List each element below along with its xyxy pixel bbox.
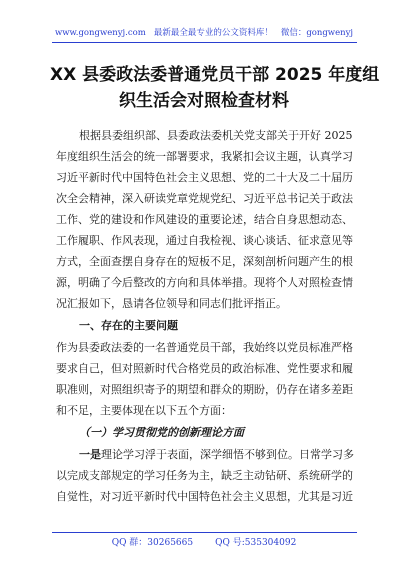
header-site-link[interactable]: www.gongwenyj.com — [54, 28, 146, 38]
para3-line — [79, 449, 354, 461]
header-slogan: 最新最全最专业的公文资料库！ — [153, 28, 273, 38]
page-header — [0, 28, 408, 38]
para3-line-text: 理论学习浮于表面，深学细悟不够到位。日常学习多 — [101, 448, 354, 461]
document-title — [50, 62, 380, 114]
subsection-heading-1: （一）学习贯彻党的创新理论方面 — [79, 426, 244, 439]
para3-line: 自觉性，对习近平新时代中国特色社会主义思想，尤其是习近 — [56, 490, 353, 503]
para1-line: 工作履职、作风表现，通过自我检视、谈心谈话、征求意见等 — [56, 234, 353, 247]
para1-line: 况汇报如下，恳请各位领导和同志们批评指正。 — [56, 297, 287, 310]
para2-line: 要求自己，但对照新时代合格党员的政治标准、党性要求和履 — [56, 362, 353, 375]
para3-lead: 一是 — [79, 448, 101, 461]
footer-qq-number: QQ 号:535304092 — [215, 538, 297, 548]
para2-line: 作为县委政法委的一名普通党员干部，我始终以党员标准严格 — [56, 341, 353, 354]
para1-line: 源，明确了今后整改的方向和具体举措。现将个人对照检查情 — [56, 276, 353, 289]
footer-divider — [52, 532, 357, 533]
para2-line: 和不足，主要体现在以下五个方面： — [56, 404, 232, 417]
para1-line: 习近平新时代中国特色社会主义思想、党的二十大及二十届历 — [56, 171, 353, 184]
header-wechat: 微信：gongwenyj — [280, 28, 354, 38]
title-line-2: 织生活会对照检查材料 — [119, 91, 289, 111]
para1-line: 根据县委组织部、县委政法委机关党支部关于开好 2025 — [79, 129, 353, 142]
para2-line: 职准则，对照组织寄予的期望和群众的期盼，仍存在诸多差距 — [56, 383, 353, 396]
para1-line: 年度组织生活会的统一部署要求，我紧扣会议主题，认真学习 — [56, 150, 353, 163]
section-heading-1: 一、存在的主要问题 — [79, 319, 178, 332]
title-line-1: XX 县委政法委普通党员干部 2025 年度组 — [50, 65, 380, 85]
footer-qq-group: QQ 群：30265665 — [111, 538, 194, 548]
header-divider — [52, 42, 357, 43]
para3-line: 以完成支部规定的学习任务为主，缺乏主动钻研、系统研学的 — [56, 469, 353, 482]
page-footer — [0, 538, 408, 549]
para1-line: 工作、党的建设和作风建设的重要论述，结合自身思想动态、 — [56, 213, 353, 226]
para1-line: 方式，全面查摆自身存在的短板不足，深刻剖析问题产生的根 — [56, 255, 353, 268]
para1-line: 次全会精神，深入研读党章党规党纪、习近平总书记关于政法 — [56, 192, 353, 205]
